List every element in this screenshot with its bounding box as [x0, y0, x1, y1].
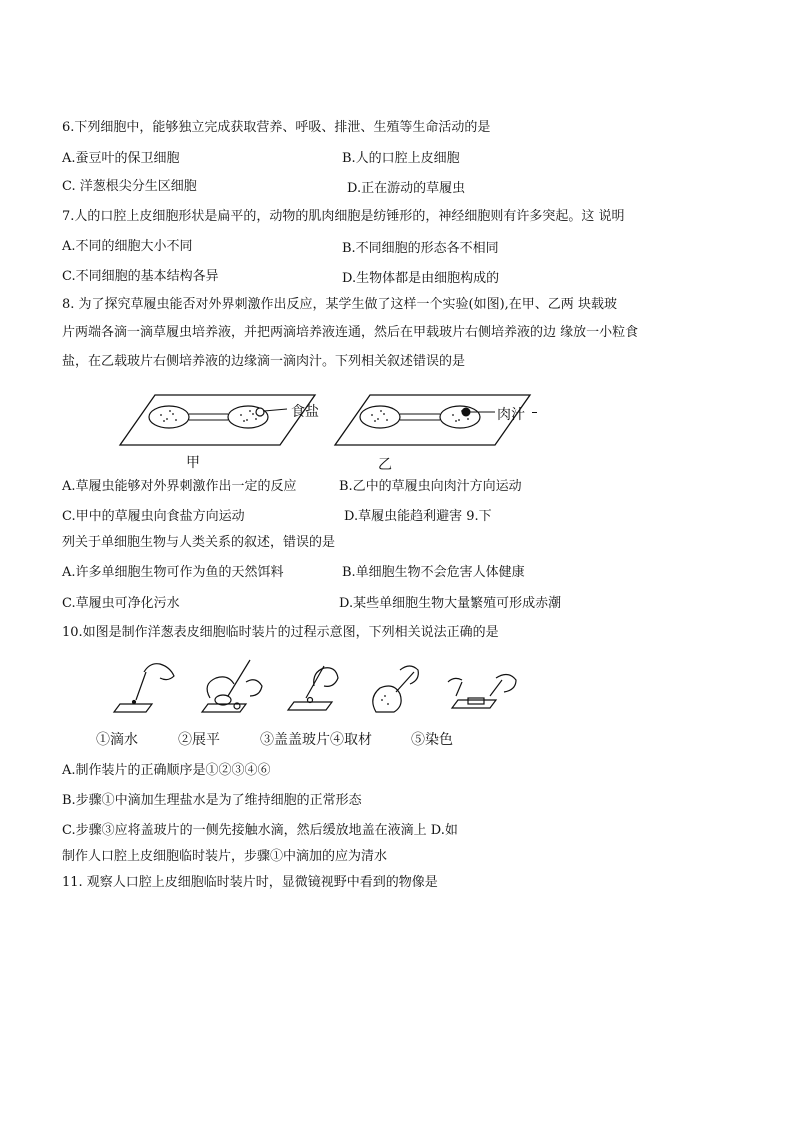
step3-4-label: ③盖盖玻片④取材: [260, 732, 372, 748]
step3-drawing: [288, 666, 338, 710]
step4-drawing: [373, 666, 419, 712]
q8-option-d-q9-start: D.草履虫能趋利避害 9.下: [344, 509, 492, 524]
q7-option-b: B.不同细胞的形态各不相同: [342, 241, 499, 256]
paramecium-slides-figure: [115, 390, 545, 465]
q8-option-c: C.甲中的草履虫向食盐方向运动: [62, 509, 245, 524]
q6-option-d: D.正在游动的草履虫: [347, 181, 466, 196]
q6-stem: 6.下列细胞中，能够独立完成获取营养、呼吸、排泄、生殖等生命活动的是: [62, 120, 491, 135]
q9-option-c: C.草履虫可净化污水: [62, 596, 180, 611]
label-tick: [532, 412, 537, 413]
slide-preparation-figure: [110, 652, 530, 720]
q6-option-a: A.蚕豆叶的保卫细胞: [62, 151, 180, 166]
q6-option-c: C. 洋葱根尖分生区细胞: [62, 179, 197, 194]
q8-stem-line1: 8. 为了探究草履虫能否对外界刺激作出反应，某学生做了这样一个实验(如图),在甲、乙两 块载玻: [62, 297, 617, 312]
q9-option-b: B.单细胞生物不会危害人体健康: [342, 565, 525, 580]
q9-option-a: A.许多单细胞生物可作为鱼的天然饵料: [62, 565, 284, 580]
q10-option-b: B.步骤①中滴加生理盐水是为了维持细胞的正常形态: [62, 793, 362, 808]
q10-stem: 10.如图是制作洋葱表皮细胞临时装片的过程示意图，下列相关说法正确的是: [62, 625, 499, 640]
q7-option-d: D.生物体都是由细胞构成的: [342, 271, 500, 286]
q10-option-a: A.制作装片的正确顺序是①②③④⑥: [62, 763, 271, 778]
q10-option-d-cont: 制作人口腔上皮细胞临时装片，步骤①中滴加的应为清水: [62, 849, 388, 864]
step5-drawing: [448, 674, 516, 708]
q7-option-c: C.不同细胞的基本结构各异: [62, 269, 219, 284]
salt-grain: [256, 408, 264, 416]
q8-stem-line3: 盐，在乙载玻片右侧培养液的边缘滴一滴肉汁。下列相关叙述错误的是: [62, 354, 466, 369]
step5-label: ⑤染色: [411, 732, 453, 748]
label-jia: 甲: [186, 455, 200, 471]
q10-option-c-d-start: C.步骤③应将盖玻片的一侧先接触水滴，然后缓放地盖在液滴上 D.如: [62, 823, 458, 838]
q8-stem-line2: 片两端各滴一滴草履虫培养液，并把两滴培养液连通，然后在甲载玻片右侧培养液的边 缘放一小粒食: [62, 325, 639, 340]
q7-option-a: A.不同的细胞大小不同: [62, 239, 193, 254]
meat-juice-drop: [462, 408, 471, 417]
q7-stem: 7.人的口腔上皮细胞形状是扁平的，动物的肌肉细胞是纺锤形的，神经细胞则有许多突起。这 说明: [62, 209, 625, 224]
q11-stem: 11. 观察人口腔上皮细胞临时装片时，显微镜视野中看到的物像是: [62, 875, 438, 890]
step2-drawing: [202, 660, 262, 712]
step1-drawing: [114, 664, 174, 712]
q9-stem: 列关于单细胞生物与人类关系的叙述，错误的是: [62, 535, 336, 550]
label-salt: 食盐: [291, 404, 319, 420]
label-meat-juice: 肉汁: [497, 407, 525, 423]
culture-drop-left-jia: [149, 406, 189, 428]
q8-option-a: A.草履虫能够对外界刺激作出一定的反应: [62, 479, 297, 494]
step1-label: ①滴水: [96, 732, 138, 748]
culture-drop-left-yi: [360, 406, 400, 428]
step2-label: ②展平: [178, 732, 220, 748]
q6-option-b: B.人的口腔上皮细胞: [342, 151, 460, 166]
label-yi: 乙: [378, 457, 392, 473]
q9-option-d: D.某些单细胞生物大量繁殖可形成赤潮: [339, 596, 562, 611]
culture-drop-right-yi: [440, 406, 480, 428]
q8-option-b: B.乙中的草履虫向肉汁方向运动: [339, 479, 522, 494]
